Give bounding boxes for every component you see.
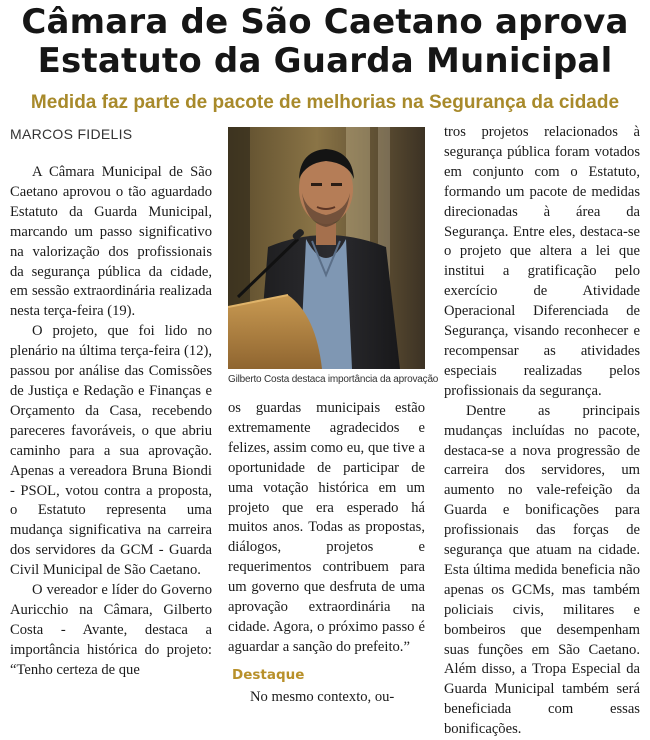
subheadline: Medida faz parte de pacote de melhorias na Segurança da cidade [30,92,620,113]
article-paragraph: O projeto, que foi lido no plenário na última terça-feira (12), passou por análise das Comissões de Justiça e Redação e Finanças e Orçamento da Casa, recebendo pareceres favoráveis, o que abriu caminho para a sua aprovação. Apenas a vereadora Bruna Biondi - PSOL, votou contra a proposta, o Estatuto representa uma mudança significativa na carreira dos servidores da GCM - Guarda Civil Municipal de São Caetano. [10,323,212,579]
article-paragraph: O vereador e líder do Governo Auricchio na Câmara, Gilberto Costa - Avante, destaca a importância histórica do projeto: “Tenho certeza de que [10,582,212,678]
article-paragraph: tros projetos relacionados à segurança pública foram votados em conjunto com o Estatuto, formando um pacote de medidas direcionadas à área da Segurança. Entre eles, destaca-se o projeto que altera a lei que institui a gratificação pelo exercício de Atividade Operacional Diferenciada de Segurança, visando reconhecer e recompensar as atividades especiais realizadas pelos profissionais da segurança. [444,124,640,399]
article-paragraph: Dentre as principais mudanças incluídas no pacote, destaca-se a nova progressão de carreira dos servidores, um aumento no vale-refeição da Guarda e bonificações para profissionais das forças de segurança que atuam na cidade. Esta última medida beneficia não apenas os GCMs, mas também policiais civis, militares e bombeiros que desempenham suas funções em São Caetano. Além disso, a Tropa Especial da Guarda Municipal também será beneficiada com essas bonificações. [444,402,640,738]
article-column-3 [444,123,640,740]
section-label: Destaque [232,667,305,683]
article-paragraph: A Câmara Municipal de São Caetano aprovou o tão aguardado Estatuto da Guarda Municipal, marcando um passo significativo na valorização dos profissionais da segurança pública da cidade, em sessão extraordinária realizada nesta terça-feira (19). [10,164,212,320]
article-column-2-continued [228,688,425,708]
photo-caption: Gilberto Costa destaca importância da aprovação [228,374,439,385]
article-photo [228,127,425,369]
article-column-2 [228,399,425,658]
headline: Câmara de São Caetano aprova Estatuto da Guarda Municipal [21,2,629,81]
article-paragraph: os guardas municipais estão extremamente agradecidos e felizes, assim como eu, que tive a oportunidade de participar de uma votação histórica em um projeto que era esperado há muitos anos. Todas as propostas, diálogos, projetos e requerimentos contribuem para um governo que desfruta de uma aprovação extraordinária na cidade. Agora, o próximo passo é aguardar a sanção do prefeito.” [228,400,425,655]
article-column-1 [10,163,212,681]
byline: MARCOS FIDELIS [10,126,133,142]
speaker-photo-illustration [228,127,425,369]
article-paragraph: No mesmo contexto, ou- [250,689,395,705]
